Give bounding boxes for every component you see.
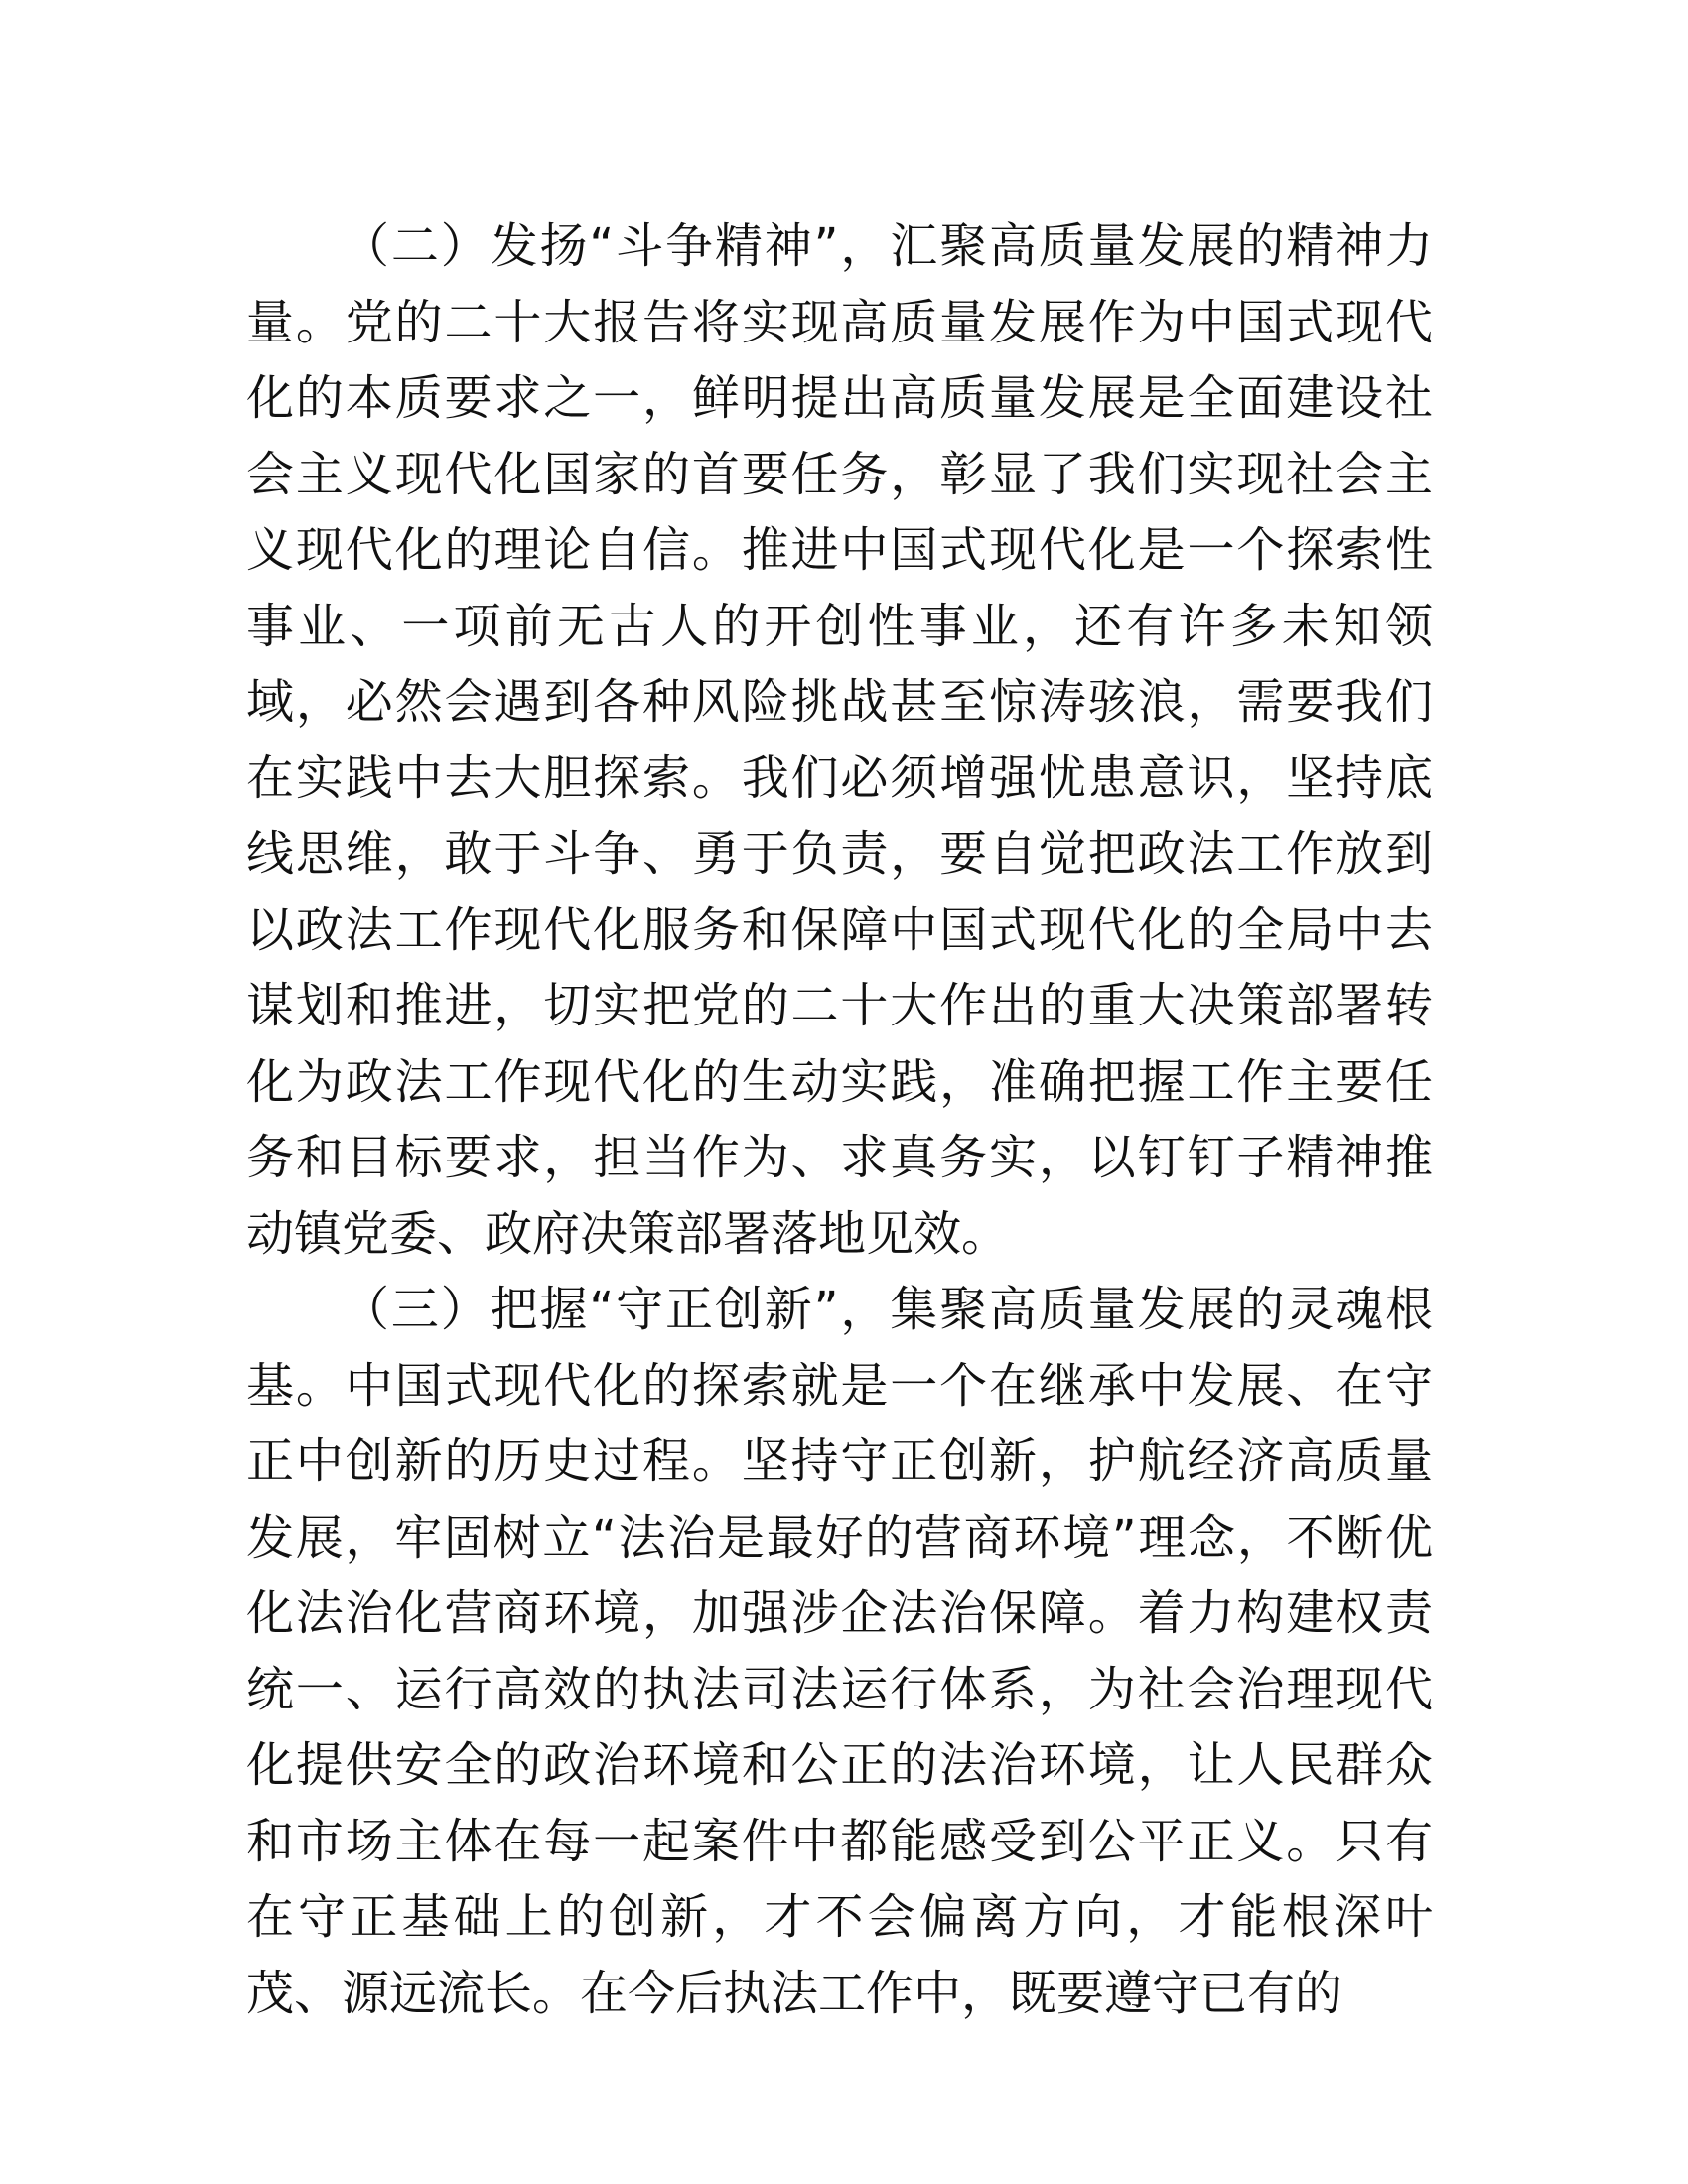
- section-2-heading: （二）发扬“斗争精神”，汇聚高质量发展的精神力量。: [246, 218, 1433, 350]
- section-2-body: 党的二十大报告将实现高质量发展作为中国式现代化的本质要求之一，鲜明提出高质量发展是全面建设社会主义现代化国家的首要任务，彰显了我们实现社会主义现代化的理论自信。推进中国式现代化是一个探索性事业、一项前无古人的开创性事业，还有许多未知领域，必然会遇到各种风险挑战甚至惊涛骇浪，需要我们在实践中去大胆探索。我们必须增强忧患意识，坚持底线思维，敢于斗争、勇于负责，要自觉把政法工作放到以政法工作现代化服务和保障中国式现代化的全局中去谋划和推进，切实把党的二十大作出的重大决策部署转化为政法工作现代化的生动实践，准确把握工作主要任务和目标要求，担当作为、求真务实，以钉钉子精神推动镇党委、政府决策部署落地见效。: [246, 294, 1433, 1262]
- section-3-heading: （三）把握“守正创新”，集聚高质量发展的灵魂根基。: [246, 1282, 1433, 1414]
- paragraph-section-3: [246, 1272, 1433, 2031]
- paragraph-section-2: [246, 208, 1433, 1272]
- document-body: [246, 208, 1433, 2031]
- section-3-body: 中国式现代化的探索就是一个在继承中发展、在守正中创新的历史过程。坚持守正创新，护航经济高质量发展，牢固树立“法治是最好的营商环境”理念，不断优化法治化营商环境，加强涉企法治保障。着力构建权责统一、运行高效的执法司法运行体系，为社会治理现代化提供安全的政治环境和公正的法治环境，让人民群众和市场主体在每一起案件中都能感受到公平正义。只有在守正基础上的创新，才不会偏离方向，才能根深叶茂、源远流长。在今后执法工作中，既要遵守已有的: [246, 1357, 1433, 2021]
